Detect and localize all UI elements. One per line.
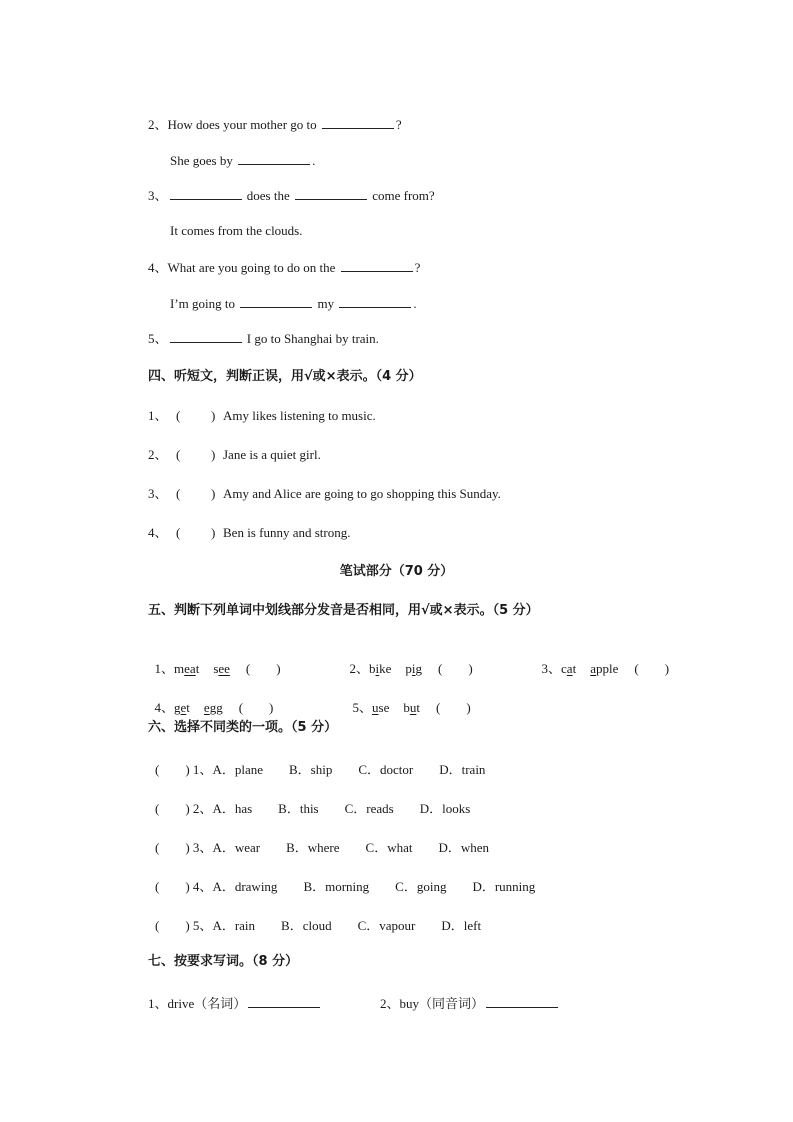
statement-text: Ben is funny and strong. xyxy=(223,525,351,540)
option-d: D．left xyxy=(441,918,482,933)
section-6-item xyxy=(155,915,481,934)
answer-3-4 xyxy=(170,295,417,312)
question-number: 4、 xyxy=(148,260,168,275)
word-part: c xyxy=(561,661,567,676)
question-text: come from? xyxy=(368,188,435,203)
item-number: 1、 xyxy=(148,996,168,1011)
answer-paren[interactable]: ( ) xyxy=(155,840,190,855)
section-4-item xyxy=(148,525,350,541)
section-4-item xyxy=(148,408,376,424)
option-c: C．what xyxy=(365,840,413,855)
answer-paren[interactable]: ( ) xyxy=(634,661,670,676)
word-part: ke xyxy=(379,661,392,676)
answer-paren-close[interactable]: ) xyxy=(211,408,216,423)
answer-blank[interactable] xyxy=(322,116,394,129)
question-text: What are you going to do on the xyxy=(167,260,339,275)
underlined-part: i xyxy=(375,661,380,676)
written-part-title: 笔试部分（70 分） xyxy=(339,564,454,579)
item-number: 4、 xyxy=(192,879,213,894)
item-number: 2、 xyxy=(349,661,370,676)
item-number: 4、 xyxy=(148,525,168,540)
answer-paren[interactable]: ( ) xyxy=(155,879,190,894)
answer-paren[interactable]: ( ) xyxy=(245,661,281,676)
section-4-item xyxy=(148,486,501,502)
item-number: 1、 xyxy=(148,408,168,423)
section-6-title: 六、选择不同类的一项。（5 分） xyxy=(148,720,338,735)
answer-blank[interactable] xyxy=(238,152,310,165)
item-number: 1、 xyxy=(192,762,213,777)
word-part: se xyxy=(378,700,390,715)
answer-blank[interactable] xyxy=(248,995,320,1008)
option-d: D．train xyxy=(439,762,486,777)
section-6-item xyxy=(155,798,470,817)
word-part: b xyxy=(403,700,410,715)
question-number: 2、 xyxy=(148,117,168,132)
word-part: t xyxy=(416,700,420,715)
underlined-part: e xyxy=(180,700,187,715)
answer-text: . xyxy=(312,153,316,168)
section-7-item xyxy=(380,993,560,1012)
source-word: drive xyxy=(167,996,195,1011)
option-b: B．morning xyxy=(303,879,370,894)
answer-paren-open[interactable]: ( xyxy=(176,408,181,423)
option-a: A．drawing xyxy=(212,879,278,894)
question-number: 3、 xyxy=(148,188,168,203)
word-part: pple xyxy=(595,661,619,676)
option-d: D．when xyxy=(438,840,490,855)
answer-paren-open[interactable]: ( xyxy=(176,525,181,540)
option-b: B．this xyxy=(278,801,319,816)
option-a: A．plane xyxy=(212,762,263,777)
answer-blank[interactable] xyxy=(240,295,312,308)
section-6-item xyxy=(155,837,489,856)
answer-paren[interactable]: ( ) xyxy=(435,700,471,715)
answer-blank[interactable] xyxy=(170,187,242,200)
item-number: 3、 xyxy=(541,661,562,676)
underlined-part: a xyxy=(590,661,596,676)
section-5-item xyxy=(148,642,281,677)
question-text: How does your mother go to xyxy=(167,117,320,132)
section-4-title: 四、听短文，判断正误，用√或×表示。（4 分） xyxy=(148,369,422,384)
word-part: gg xyxy=(209,700,223,715)
underlined-part: ee xyxy=(218,661,230,676)
section-5-title: 五、判断下列单词中划线部分发音是否相同，用√或×表示。（5 分） xyxy=(148,603,539,618)
answer-paren-close[interactable]: ) xyxy=(211,525,216,540)
answer-paren-open[interactable]: ( xyxy=(176,486,181,501)
option-b: B．ship xyxy=(288,762,333,777)
option-d: D．running xyxy=(472,879,536,894)
answer-blank[interactable] xyxy=(295,187,367,200)
item-number: 4、 xyxy=(154,700,175,715)
underlined-part: u xyxy=(372,700,379,715)
answer-paren[interactable]: ( ) xyxy=(238,700,274,715)
option-a: A．rain xyxy=(212,918,256,933)
word-part: g xyxy=(174,700,181,715)
question-3-2 xyxy=(148,116,402,133)
option-c: C．vapour xyxy=(357,918,416,933)
section-7-item xyxy=(148,993,322,1012)
word-part: p xyxy=(405,661,412,676)
item-number: 5、 xyxy=(192,918,213,933)
section-5-item xyxy=(343,642,473,677)
section-5-item xyxy=(535,642,669,677)
section-6-item xyxy=(155,876,535,895)
option-b: B．where xyxy=(286,840,340,855)
word-part: t xyxy=(572,661,577,676)
word-part: t xyxy=(186,700,190,715)
answer-blank[interactable] xyxy=(170,330,242,343)
option-a: A．has xyxy=(212,801,253,816)
answer-paren-close[interactable]: ) xyxy=(211,447,216,462)
option-c: C．doctor xyxy=(358,762,414,777)
section-5-item xyxy=(346,681,471,716)
answer-paren-open[interactable]: ( xyxy=(176,447,181,462)
answer-blank[interactable] xyxy=(339,295,411,308)
statement-text: Jane is a quiet girl. xyxy=(223,447,321,462)
question-text: ? xyxy=(395,117,402,132)
option-c: C．going xyxy=(395,879,447,894)
question-text: does the xyxy=(243,188,293,203)
item-number: 5、 xyxy=(352,700,373,715)
underlined-part: a xyxy=(566,661,573,676)
section-7-title: 七、按要求写词。（8 分） xyxy=(148,954,299,969)
answer-paren-close[interactable]: ) xyxy=(211,486,216,501)
answer-3-2 xyxy=(170,152,315,169)
answer-paren[interactable]: ( ) xyxy=(438,661,473,676)
answer-3-3: It comes from the clouds. xyxy=(170,223,303,238)
option-b: B．cloud xyxy=(281,918,332,933)
word-part: g xyxy=(415,661,423,676)
section-5-item xyxy=(148,681,273,716)
statement-text: Amy likes listening to music. xyxy=(223,408,376,423)
word-part: s xyxy=(213,661,219,676)
answer-paren[interactable]: ( ) xyxy=(155,762,190,777)
question-3-4 xyxy=(148,259,420,276)
section-4-item xyxy=(148,447,321,463)
underlined-part: e xyxy=(203,700,210,715)
source-word: buy xyxy=(399,996,420,1011)
answer-paren[interactable]: ( ) xyxy=(155,801,190,816)
answer-text: . xyxy=(413,296,417,311)
item-number: 3、 xyxy=(192,840,213,855)
option-a: A．wear xyxy=(212,840,261,855)
word-part: t xyxy=(195,661,200,676)
underlined-part: i xyxy=(411,661,416,676)
word-hint: （名词） xyxy=(194,996,247,1011)
answer-blank[interactable] xyxy=(486,995,558,1008)
option-d: D．looks xyxy=(419,801,471,816)
item-number: 2、 xyxy=(148,447,168,462)
answer-blank[interactable] xyxy=(341,259,413,272)
answer-text: She goes by xyxy=(170,153,237,168)
item-number: 3、 xyxy=(148,486,168,501)
answer-paren[interactable]: ( ) xyxy=(155,918,190,933)
item-number: 2、 xyxy=(380,996,400,1011)
word-part: m xyxy=(174,661,185,676)
item-number: 2、 xyxy=(192,801,213,816)
underlined-part: ea xyxy=(184,661,196,676)
underlined-part: u xyxy=(409,700,417,715)
question-text: ? xyxy=(414,260,421,275)
question-3-5 xyxy=(148,330,379,347)
question-3-3 xyxy=(148,187,435,204)
word-hint: （同音词） xyxy=(419,996,485,1011)
question-text: I go to Shanghai by train. xyxy=(243,331,379,346)
question-number: 5、 xyxy=(148,331,168,346)
option-c: C．reads xyxy=(344,801,394,816)
word-part: b xyxy=(369,661,376,676)
answer-text: my xyxy=(314,296,338,311)
answer-text: I’m going to xyxy=(170,296,239,311)
statement-text: Amy and Alice are going to go shopping this Sunday. xyxy=(223,486,501,501)
section-6-item xyxy=(155,759,485,778)
item-number: 1、 xyxy=(154,661,175,676)
